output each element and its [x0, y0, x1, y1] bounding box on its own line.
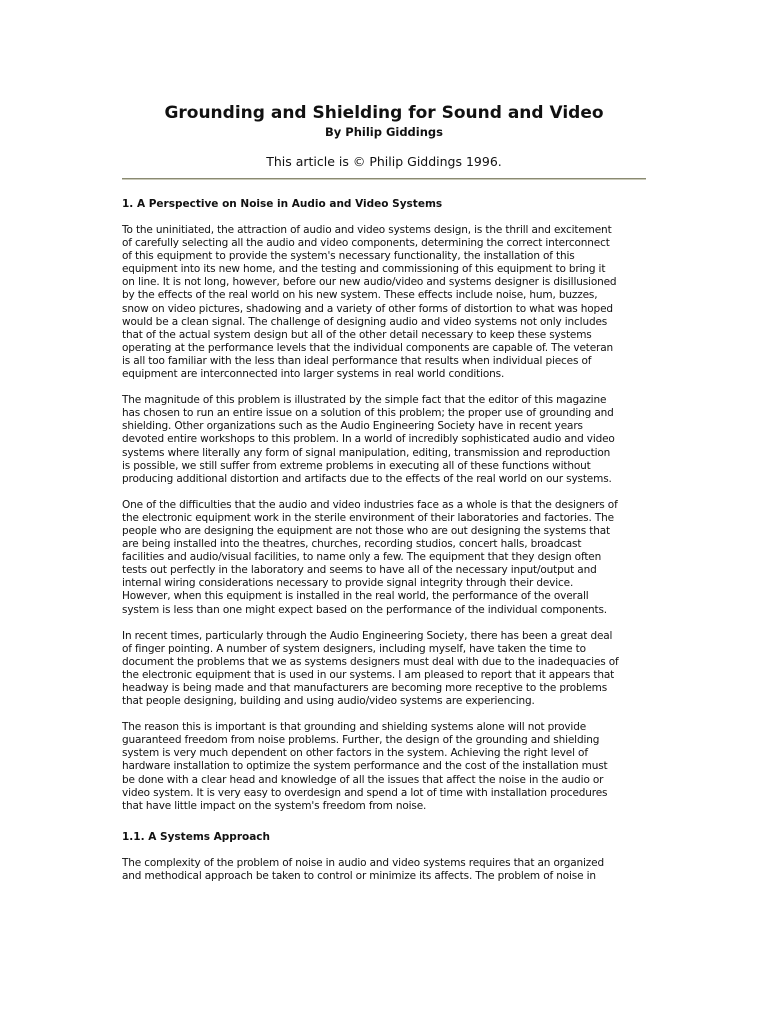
body-paragraph — [122, 394, 646, 486]
paragraph-line: system is very much dependent on other factors in the system. Achieving the right level of — [122, 747, 588, 760]
paragraph-line: However, when this equipment is installed in the real world, the performance of the overall — [122, 590, 589, 603]
paragraph-line: people who are designing the equipment are not those who are out designing the systems that — [122, 524, 610, 537]
paragraph-line: by the effects of the real world on his new system. These effects include noise, hum, buzzes, — [122, 289, 598, 302]
paragraph-line: would be a clean signal. The challenge of designing audio and video systems not only includes — [122, 315, 608, 328]
paragraph-line: has chosen to run an entire issue on a solution of this problem; the proper use of grounding and — [122, 407, 614, 420]
paragraph-line: The reason this is important is that grounding and shielding systems alone will not provide — [122, 721, 587, 734]
paragraph-line: the electronic equipment work in the sterile environment of their laboratories and factories. The — [122, 511, 614, 524]
paragraph-line: guaranteed freedom from noise problems. Further, the design of the grounding and shielding — [122, 734, 600, 747]
article-body — [122, 197, 646, 883]
paragraph-line: the electronic equipment that is used in our systems. I am pleased to report that it appears that — [122, 668, 615, 681]
paragraph-line: headway is being made and that manufacturers are becoming more receptive to the problems — [122, 682, 608, 694]
horizontal-divider — [122, 178, 646, 180]
paragraph-line: be done with a clear head and knowledge of all the issues that affect the noise in the audio or — [122, 773, 604, 786]
paragraph-line: of this equipment to provide the system's necessary functionality, the installation of this — [122, 250, 575, 263]
paragraph-line: video system. It is very easy to overdesign and spend a lot of time with installation procedures — [122, 786, 608, 799]
body-paragraph — [122, 630, 646, 709]
paragraph-line: and methodical approach be taken to control or minimize its affects. The problem of noise in — [122, 869, 596, 882]
paragraph-line: producing additional distortion and artifacts due to the effects of the real world on our systems. — [122, 472, 612, 485]
paragraph-line: document the problems that we as systems designers must deal with due to the inadequacies of — [122, 655, 619, 668]
paragraph-line: equipment into its new home, and the testing and commissioning of this equipment to bring it — [122, 263, 606, 276]
paragraph-line: The magnitude of this problem is illustrated by the simple fact that the editor of this magazine — [122, 394, 607, 407]
paragraph-line: In recent times, particularly through the Audio Engineering Society, there has been a great deal — [122, 629, 613, 642]
paragraph-line: is possible, we still suffer from extreme problems in executing all of these functions without — [122, 459, 591, 472]
body-paragraph — [122, 499, 646, 617]
paragraph-line: that people designing, building and using audio/video systems are experiencing. — [122, 695, 535, 708]
paragraph-line: shielding. Other organizations such as the Audio Engineering Society have in recent years — [122, 420, 583, 433]
section-heading: 1.1. A Systems Approach — [122, 830, 271, 843]
paragraph-line: that of the actual system design but all of the other detail necessary to keep these systems — [122, 328, 592, 341]
paragraph-line: facilities and audio/visual facilities, to name only a few. The equipment that they design often — [122, 551, 602, 564]
paragraph-line: are being installed into the theatres, churches, recording studios, concert halls, broadcast — [122, 538, 582, 551]
paragraph-line: systems where literally any form of signal manipulation, editing, transmission and reproduction — [122, 446, 611, 459]
paragraph-line: internal wiring considerations necessary to provide signal integrity through their device. — [122, 577, 574, 590]
paragraph-line: of carefully selecting all the audio and video components, determining the correct interconnect — [122, 237, 610, 250]
article-title: Grounding and Shielding for Sound and Video — [164, 103, 604, 123]
paragraph-line: snow on video pictures, shadowing and a variety of other forms of distortion to what was hoped — [122, 302, 613, 315]
paragraph-line: of finger pointing. A number of system designers, including myself, have taken the time to — [122, 642, 586, 655]
body-paragraph — [122, 721, 646, 813]
paragraph-line: equipment are interconnected into larger systems in real world conditions. — [122, 368, 505, 381]
paragraph-line: that have little impact on the system's freedom from noise. — [122, 799, 427, 812]
paragraph-line: on line. It is not long, however, before our new audio/video and systems designer is disillusioned — [122, 276, 617, 289]
paragraph-line: One of the difficulties that the audio and video industries face as a whole is that the designers of — [122, 498, 618, 511]
paragraph-line: hardware installation to optimize the system performance and the cost of the installation must — [122, 760, 608, 773]
paragraph-line: To the uninitiated, the attraction of audio and video systems design, is the thrill and excitement — [122, 224, 612, 236]
author-byline: By Philip Giddings — [325, 125, 443, 139]
paragraph-line: devoted entire workshops to this problem. In a world of incredibly sophisticated audio and video — [122, 433, 615, 446]
paragraph-line: operating at the performance levels that the individual components are capable of. The veteran — [122, 341, 614, 354]
body-paragraph — [122, 224, 646, 381]
paragraph-line: is all too familiar with the less than ideal performance that results when individual pieces of — [122, 354, 592, 367]
section-heading: 1. A Perspective on Noise in Audio and Video Systems — [122, 198, 443, 210]
paragraph-line: system is less than one might expect based on the performance of the individual components. — [122, 603, 607, 616]
paragraph-line: The complexity of the problem of noise in audio and video systems requires that an organized — [122, 856, 604, 869]
paragraph-line: tests out perfectly in the laboratory and seems to have all of the necessary input/output and — [122, 564, 597, 577]
article — [122, 102, 646, 883]
copyright-notice: This article is © Philip Giddings 1996. — [266, 154, 502, 169]
body-paragraph — [122, 857, 646, 883]
